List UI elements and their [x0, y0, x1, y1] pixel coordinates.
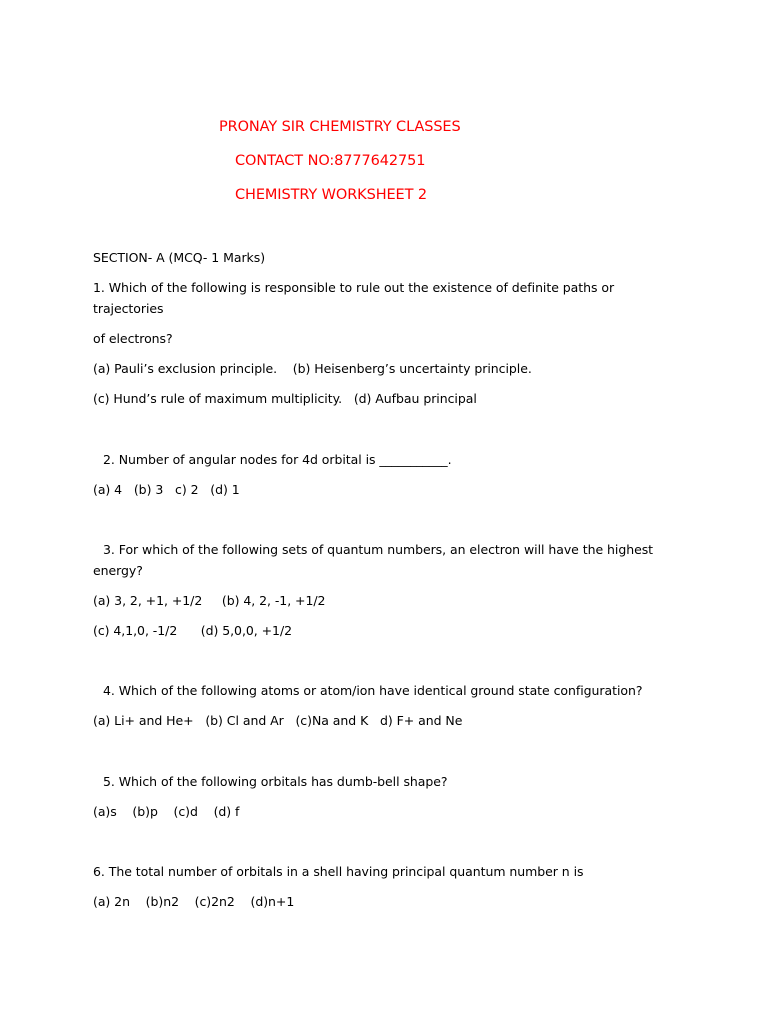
question-2-text: 2. Number of angular nodes for 4d orbital is ___________.: [103, 452, 452, 467]
worksheet-title: CHEMISTRY WORKSHEET 2: [235, 187, 428, 203]
question-2-options: (a) 4 (b) 3 c) 2 (d) 1: [93, 482, 240, 497]
question-4-text: 4. Which of the following atoms or atom/ion have identical ground state configuration?: [103, 683, 643, 698]
question-3-options-line-2: (c) 4,1,0, -1/2 (d) 5,0,0, +1/2: [93, 623, 293, 638]
question-5-text: 5. Which of the following orbitals has dumb-bell shape?: [103, 774, 448, 789]
question-3-options-line-1: (a) 3, 2, +1, +1/2 (b) 4, 2, -1, +1/2: [93, 593, 326, 608]
question-1-options-line-1: (a) Pauli’s exclusion principle. (b) Heisenberg’s uncertainty principle.: [93, 361, 532, 376]
question-1-text-line-3: of electrons?: [93, 331, 173, 346]
institute-name: PRONAY SIR CHEMISTRY CLASSES: [219, 119, 461, 135]
section-title: SECTION- A (MCQ- 1 Marks): [93, 250, 266, 265]
contact-number: CONTACT NO:8777642751: [235, 153, 426, 169]
question-4-options: (a) Li+ and He+ (b) Cl and Ar (c)Na and K d) F+ and Ne: [93, 713, 463, 728]
question-5-options: (a)s (b)p (c)d (d) f: [93, 804, 240, 819]
question-1-text-line-2: trajectories: [93, 301, 164, 316]
question-6-text: 6. The total number of orbitals in a shell having principal quantum number n is: [93, 864, 584, 879]
question-6-options: (a) 2n (b)n2 (c)2n2 (d)n+1: [93, 894, 295, 909]
question-1-options-line-2: (c) Hund’s rule of maximum multiplicity. (d) Aufbau principal: [93, 391, 477, 406]
question-3-text-line-1: 3. For which of the following sets of quantum numbers, an electron will have the highest: [103, 542, 654, 557]
question-3-text-line-2: energy?: [93, 563, 143, 578]
question-1-text-line-1: 1. Which of the following is responsible to rule out the existence of definite paths or: [93, 280, 615, 295]
